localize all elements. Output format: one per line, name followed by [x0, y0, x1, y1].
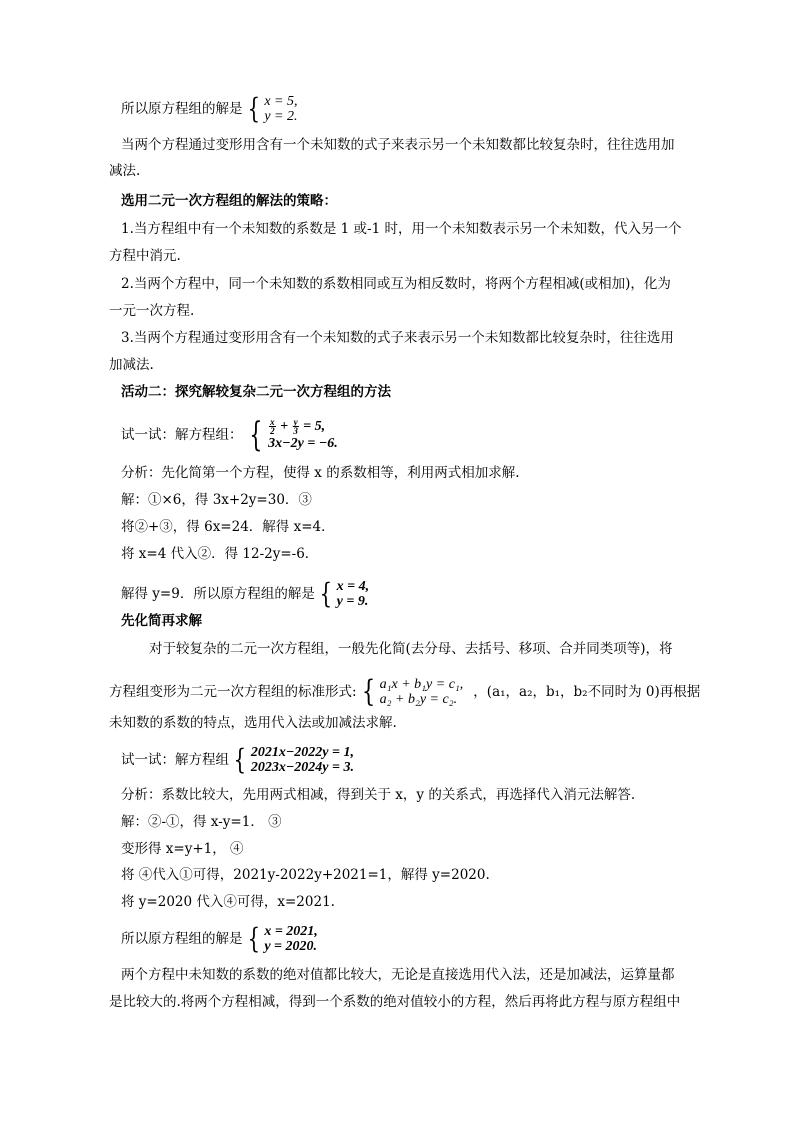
paragraph-text: ，(a₁，a₂，b₁，b₂不同时为 0)再根据	[473, 684, 701, 700]
equation-system	[231, 745, 354, 775]
solution-step: 将②+③，得 6x=24．解得 x=4．	[121, 519, 335, 535]
brace-icon: {	[319, 577, 332, 610]
solution-step: 将 ④代入①可得，2021y-2022y+2021=1，解得 y=2020.	[121, 867, 490, 883]
analysis-line: 分析：先化简第一个方程，使得 x 的系数相等，利用两式相加求解.	[121, 465, 520, 481]
solution-prefix: 所以原方程组的解是	[121, 931, 243, 947]
section-title: 选用二元一次方程组的解法的策略：	[121, 193, 337, 209]
solution-prefix: 所以原方程组的解是	[121, 101, 243, 117]
equation-system	[245, 924, 318, 954]
solution-step: 解：①×6，得 3x+2y=30．③	[121, 492, 312, 508]
equation: x = 4,	[336, 579, 370, 594]
solution-step: 将 x=4 代入②．得 12-2y=-6．	[121, 546, 319, 562]
try-line	[121, 745, 354, 775]
equation-system	[359, 674, 464, 709]
paragraph-line: 未知数的系数的特点，选用代入法或加减法求解.	[109, 715, 397, 731]
analysis-line: 分析：系数比较大，先用两式相减，得到关于 x，y 的关系式，再选择代入消元法解答.	[121, 787, 636, 803]
strategy-item: 加减法.	[109, 357, 154, 373]
equation: $\frac{x}{2}$ + $\frac{y}{3}$ = 5,	[270, 417, 326, 437]
strategy-item: 3.当两个方程通过变形用含有一个未知数的式子来表示另一个未知数都比较复杂时，往往选用	[121, 330, 674, 346]
equation: a₂ + b₂y = c₂.	[379, 692, 458, 707]
equation: x = 5,	[264, 94, 298, 109]
solution-prefix: 解得 y=9．所以原方程组的解是	[121, 586, 315, 602]
try-prefix: 试一试：解方程组：	[121, 427, 243, 444]
solution-line-1	[121, 94, 298, 124]
solution-step: 变形得 x=y+1， ④	[121, 841, 244, 857]
brace-icon: {	[248, 415, 262, 456]
paragraph-line: 两个方程中未知数的系数的绝对值都比较大，无论是直接选用代入法，还是加减法，运算量都	[121, 967, 675, 983]
equation-system	[245, 94, 298, 124]
equation: a₁x + b₁y = c₁,	[379, 677, 464, 692]
try-prefix: 试一试：解方程组	[121, 752, 229, 768]
equation-system	[317, 579, 369, 609]
solution-step: 解：②-①，得 x-y=1． ③	[121, 814, 282, 830]
section-title: 活动二：探究解较复杂二元一次方程组的方法	[121, 384, 391, 400]
paragraph-line: 减法.	[109, 163, 141, 179]
paragraph-line	[109, 674, 701, 709]
brace-icon: {	[247, 92, 260, 125]
equation: y = 2020.	[264, 939, 318, 954]
brace-icon: {	[233, 743, 247, 776]
solution-line-2	[121, 579, 369, 609]
solution-step: 将 y=2020 代入④可得，x=2021.	[121, 894, 335, 910]
strategy-item: 1.当方程组中有一个未知数的系数是 1 或-1 时，用一个未知数表示另一个未知数，代入另一个	[121, 221, 682, 237]
brace-icon: {	[361, 674, 375, 709]
equation: 2023x−2024y = 3.	[250, 760, 355, 775]
equation-system	[245, 415, 338, 456]
brace-icon: {	[247, 922, 260, 955]
equation: 3x−2y = −6.	[268, 436, 338, 452]
section-title: 先化简再求解	[121, 613, 202, 629]
strategy-item: 一元一次方程.	[109, 303, 195, 319]
strategy-item: 2.当两个方程中，同一个未知数的系数相同或互为相反数时，将两个方程相减(或相加)，化为	[121, 276, 671, 292]
paragraph-text: 方程组变形为二元一次方程组的标准形式:	[109, 684, 357, 700]
paragraph-line: 当两个方程通过变形用含有一个未知数的式子来表示另一个未知数都比较复杂时，往往选用加	[121, 137, 675, 153]
paragraph-line: 对于较复杂的二元一次方程组，一般先化简(去分母、去括号、移项、合并同类项等)，将	[149, 641, 673, 657]
equation: y = 9.	[336, 594, 369, 609]
try-line	[121, 415, 338, 456]
equation: y = 2.	[264, 109, 298, 124]
equation: x = 2021,	[264, 924, 318, 939]
paragraph-line: 是比较大的.将两个方程相减，得到一个系数的绝对值较小的方程，然后再将此方程与原方程组中	[109, 994, 681, 1010]
solution-line-3	[121, 924, 318, 954]
strategy-item: 方程中消元.	[109, 248, 181, 264]
equation: 2021x−2022y = 1,	[250, 745, 355, 760]
